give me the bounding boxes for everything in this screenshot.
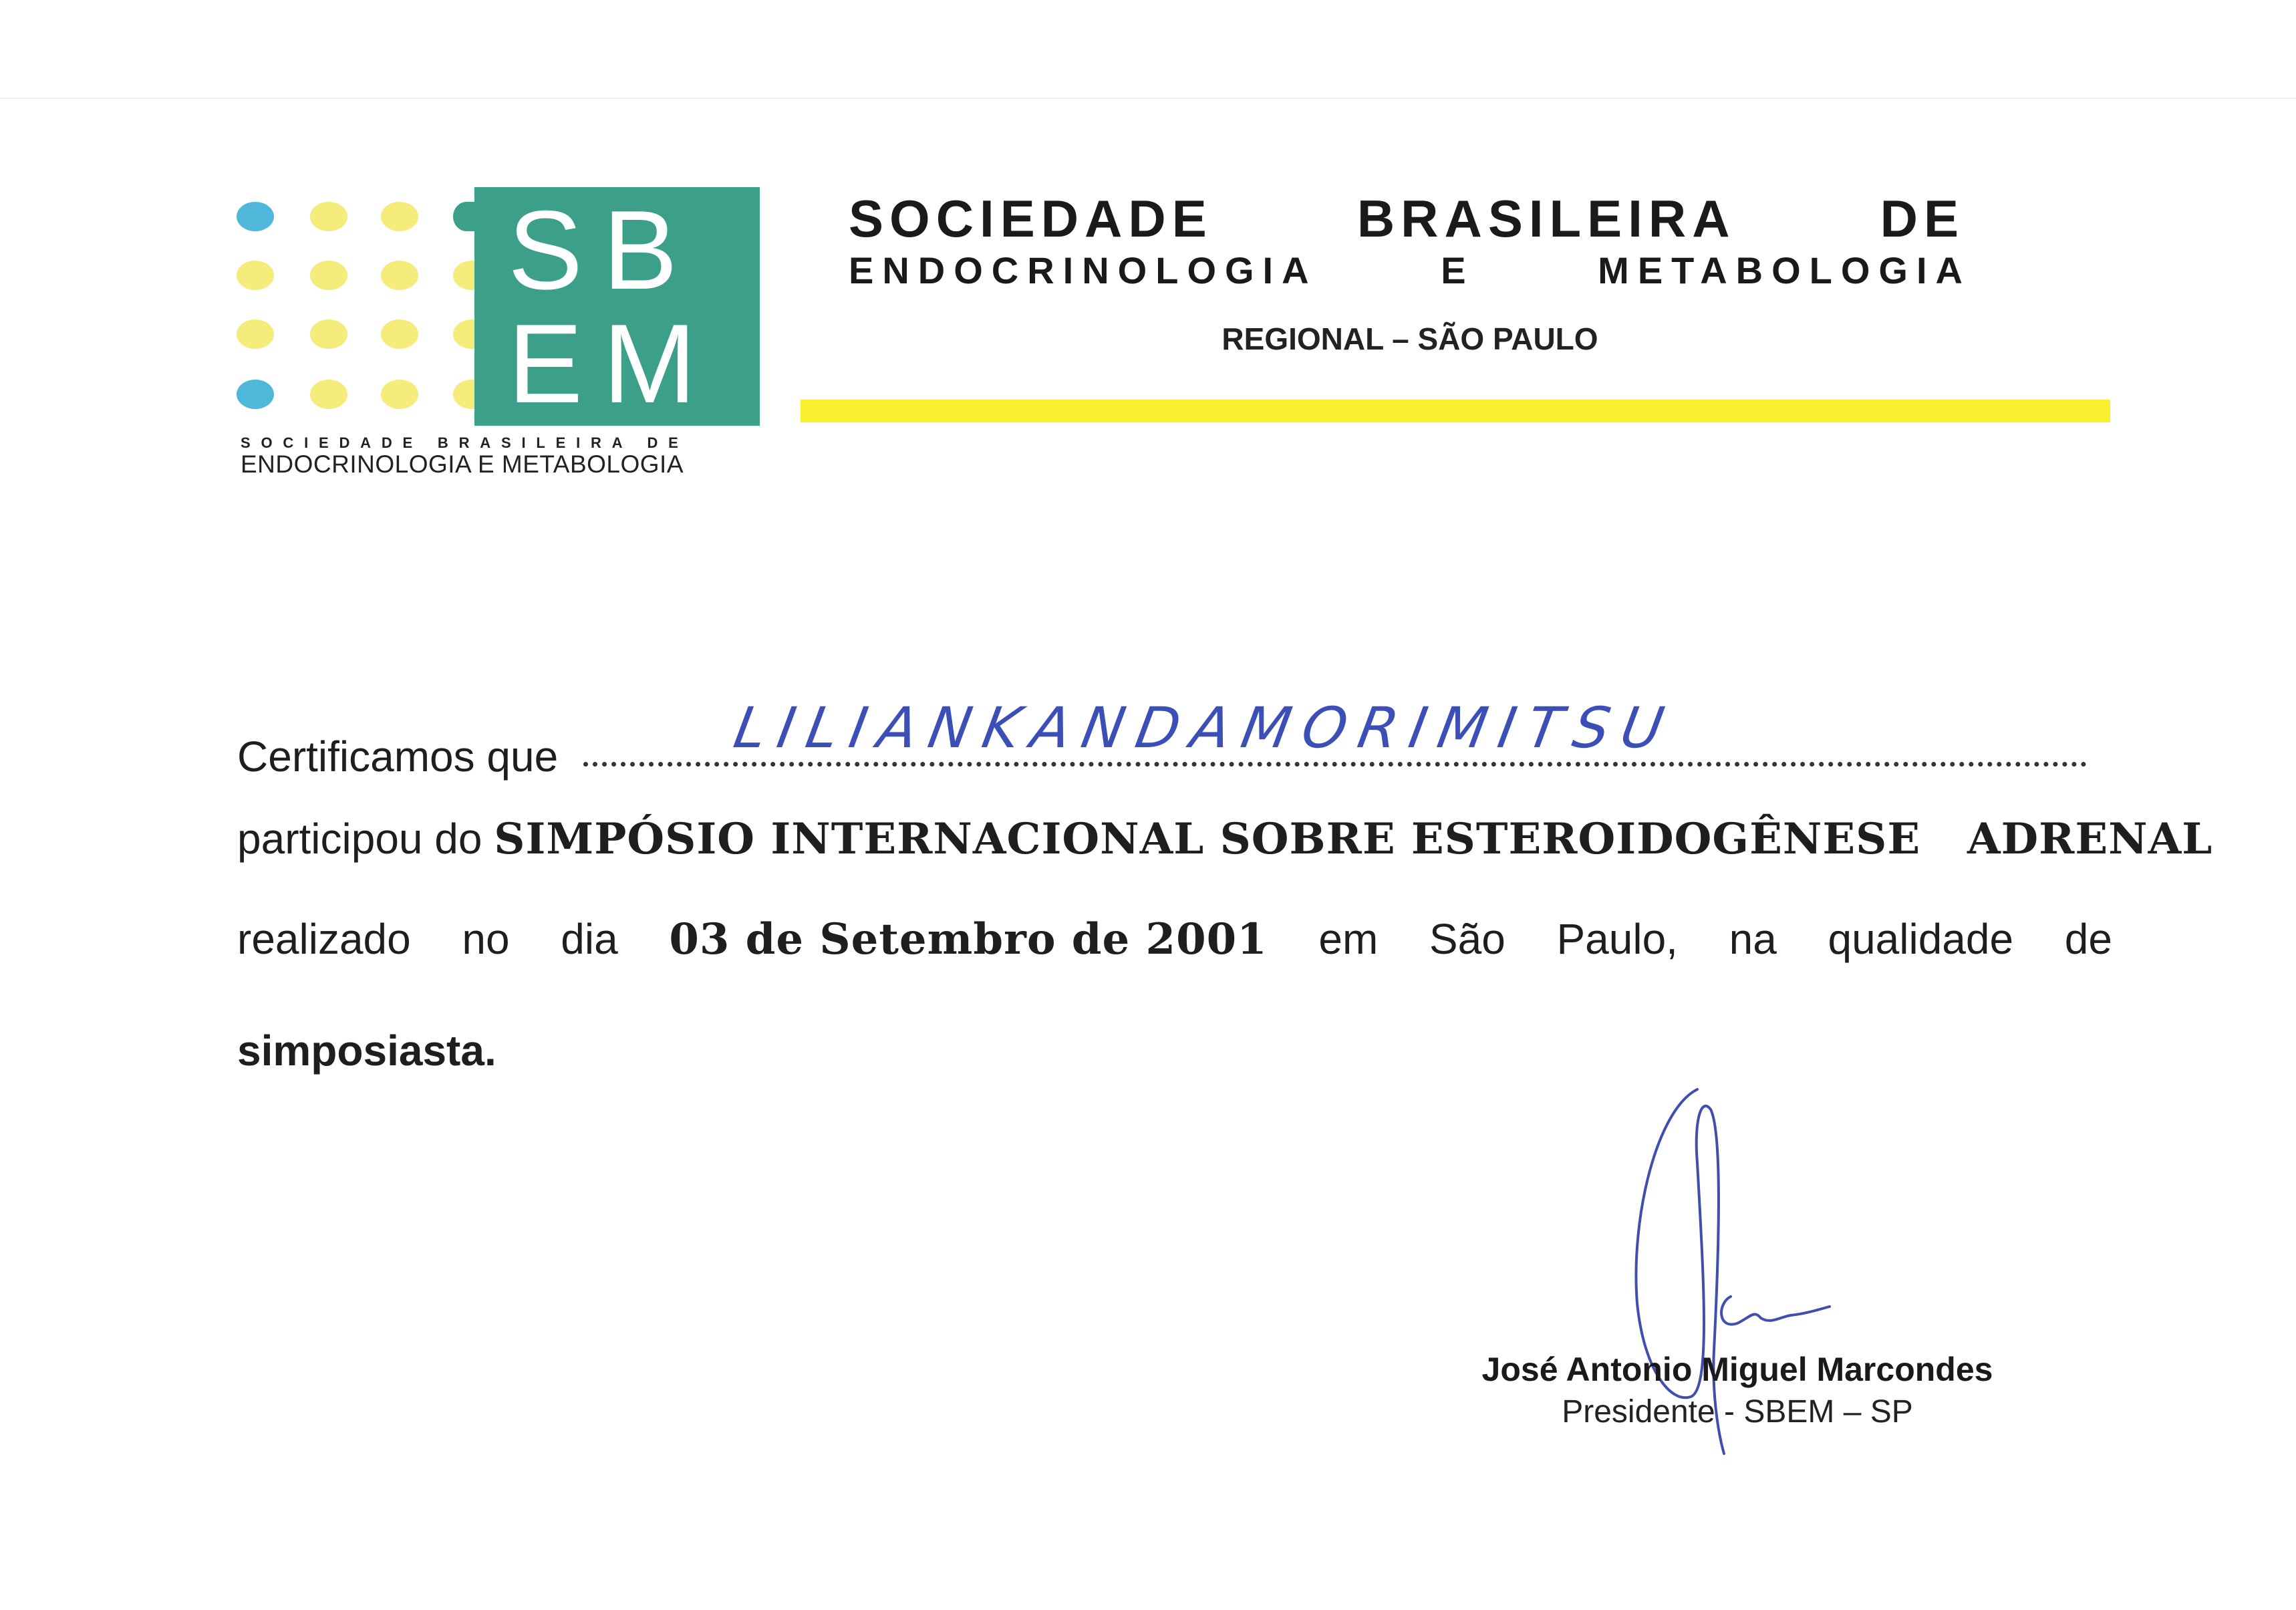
logo-dot [381,261,418,290]
logo-dot [381,319,418,349]
participant-role: simposiasta. [237,1027,496,1075]
line3-word: realizado [237,915,411,963]
logo-letters-top: SB [508,187,698,313]
society-name-line2 [849,249,1971,292]
logo-letters-bottom: EM [508,301,716,426]
participation-line [237,814,2212,864]
logo-dot [237,202,274,231]
recipient-handwritten-name [729,695,1681,761]
recipient-word: LILIAN [729,695,990,761]
header-word: ENDOCRINOLOGIA [849,249,1318,291]
society-name-line1 [849,188,1965,249]
header-word: SOCIEDADE [849,189,1213,248]
header-word: BRASILEIRA [1356,189,1736,248]
line3-word: em [1318,915,1379,963]
event-name: SIMPÓSIO INTERNACIONAL SOBRE ESTEROIDOGÊNESE ADRENAL [494,814,2213,864]
header-word: METABOLOGIA [1598,249,1971,291]
regional-label: REGIONAL – SÃO PAULO [1222,321,1598,356]
recipient-dotted-line [583,762,2087,767]
sbem-logo [227,187,762,481]
logo-dot [453,202,480,231]
logo-dot [310,202,347,231]
line3-word: dia [561,915,618,963]
signatory-name: José Antonio Miguel Marcondes [1481,1351,1993,1388]
recipient-word: MORIMITSU [1236,695,1681,761]
header-word: DE [1880,189,1965,248]
line3-word: no [462,915,510,963]
logo-dot [310,380,347,409]
event-date: 03 de Setembro de 2001 [669,914,1268,964]
logo-dot [310,319,347,349]
recipient-word: KANDA [977,695,1248,761]
logo-dot [381,202,418,231]
logo-dot [310,261,347,290]
logo-dot [381,380,418,409]
logo-caption-line2: ENDOCRINOLOGIA E METABOLOGIA [241,450,684,478]
participated-text: participou do [237,815,482,863]
certify-lead: Certificamos que [237,732,559,781]
logo-caption-line1: SOCIEDADE BRASILEIRA DE [241,434,689,451]
line3-word: na [1729,915,1777,963]
header-yellow-bar [801,400,2110,422]
line3-word: Paulo, [1556,915,1678,963]
logo-dot [237,319,274,349]
date-line [237,914,2112,964]
line3-word: de [2064,915,2112,963]
signatory-title: Presidente - SBEM – SP [1562,1394,1913,1430]
scan-edge-line [0,98,2296,99]
logo-teal-box [474,187,760,426]
logo-dot [237,261,274,290]
header-word: E [1441,249,1475,291]
logo-dot [237,380,274,409]
line3-word: qualidade [1828,915,2014,963]
line3-word: São [1429,915,1505,963]
